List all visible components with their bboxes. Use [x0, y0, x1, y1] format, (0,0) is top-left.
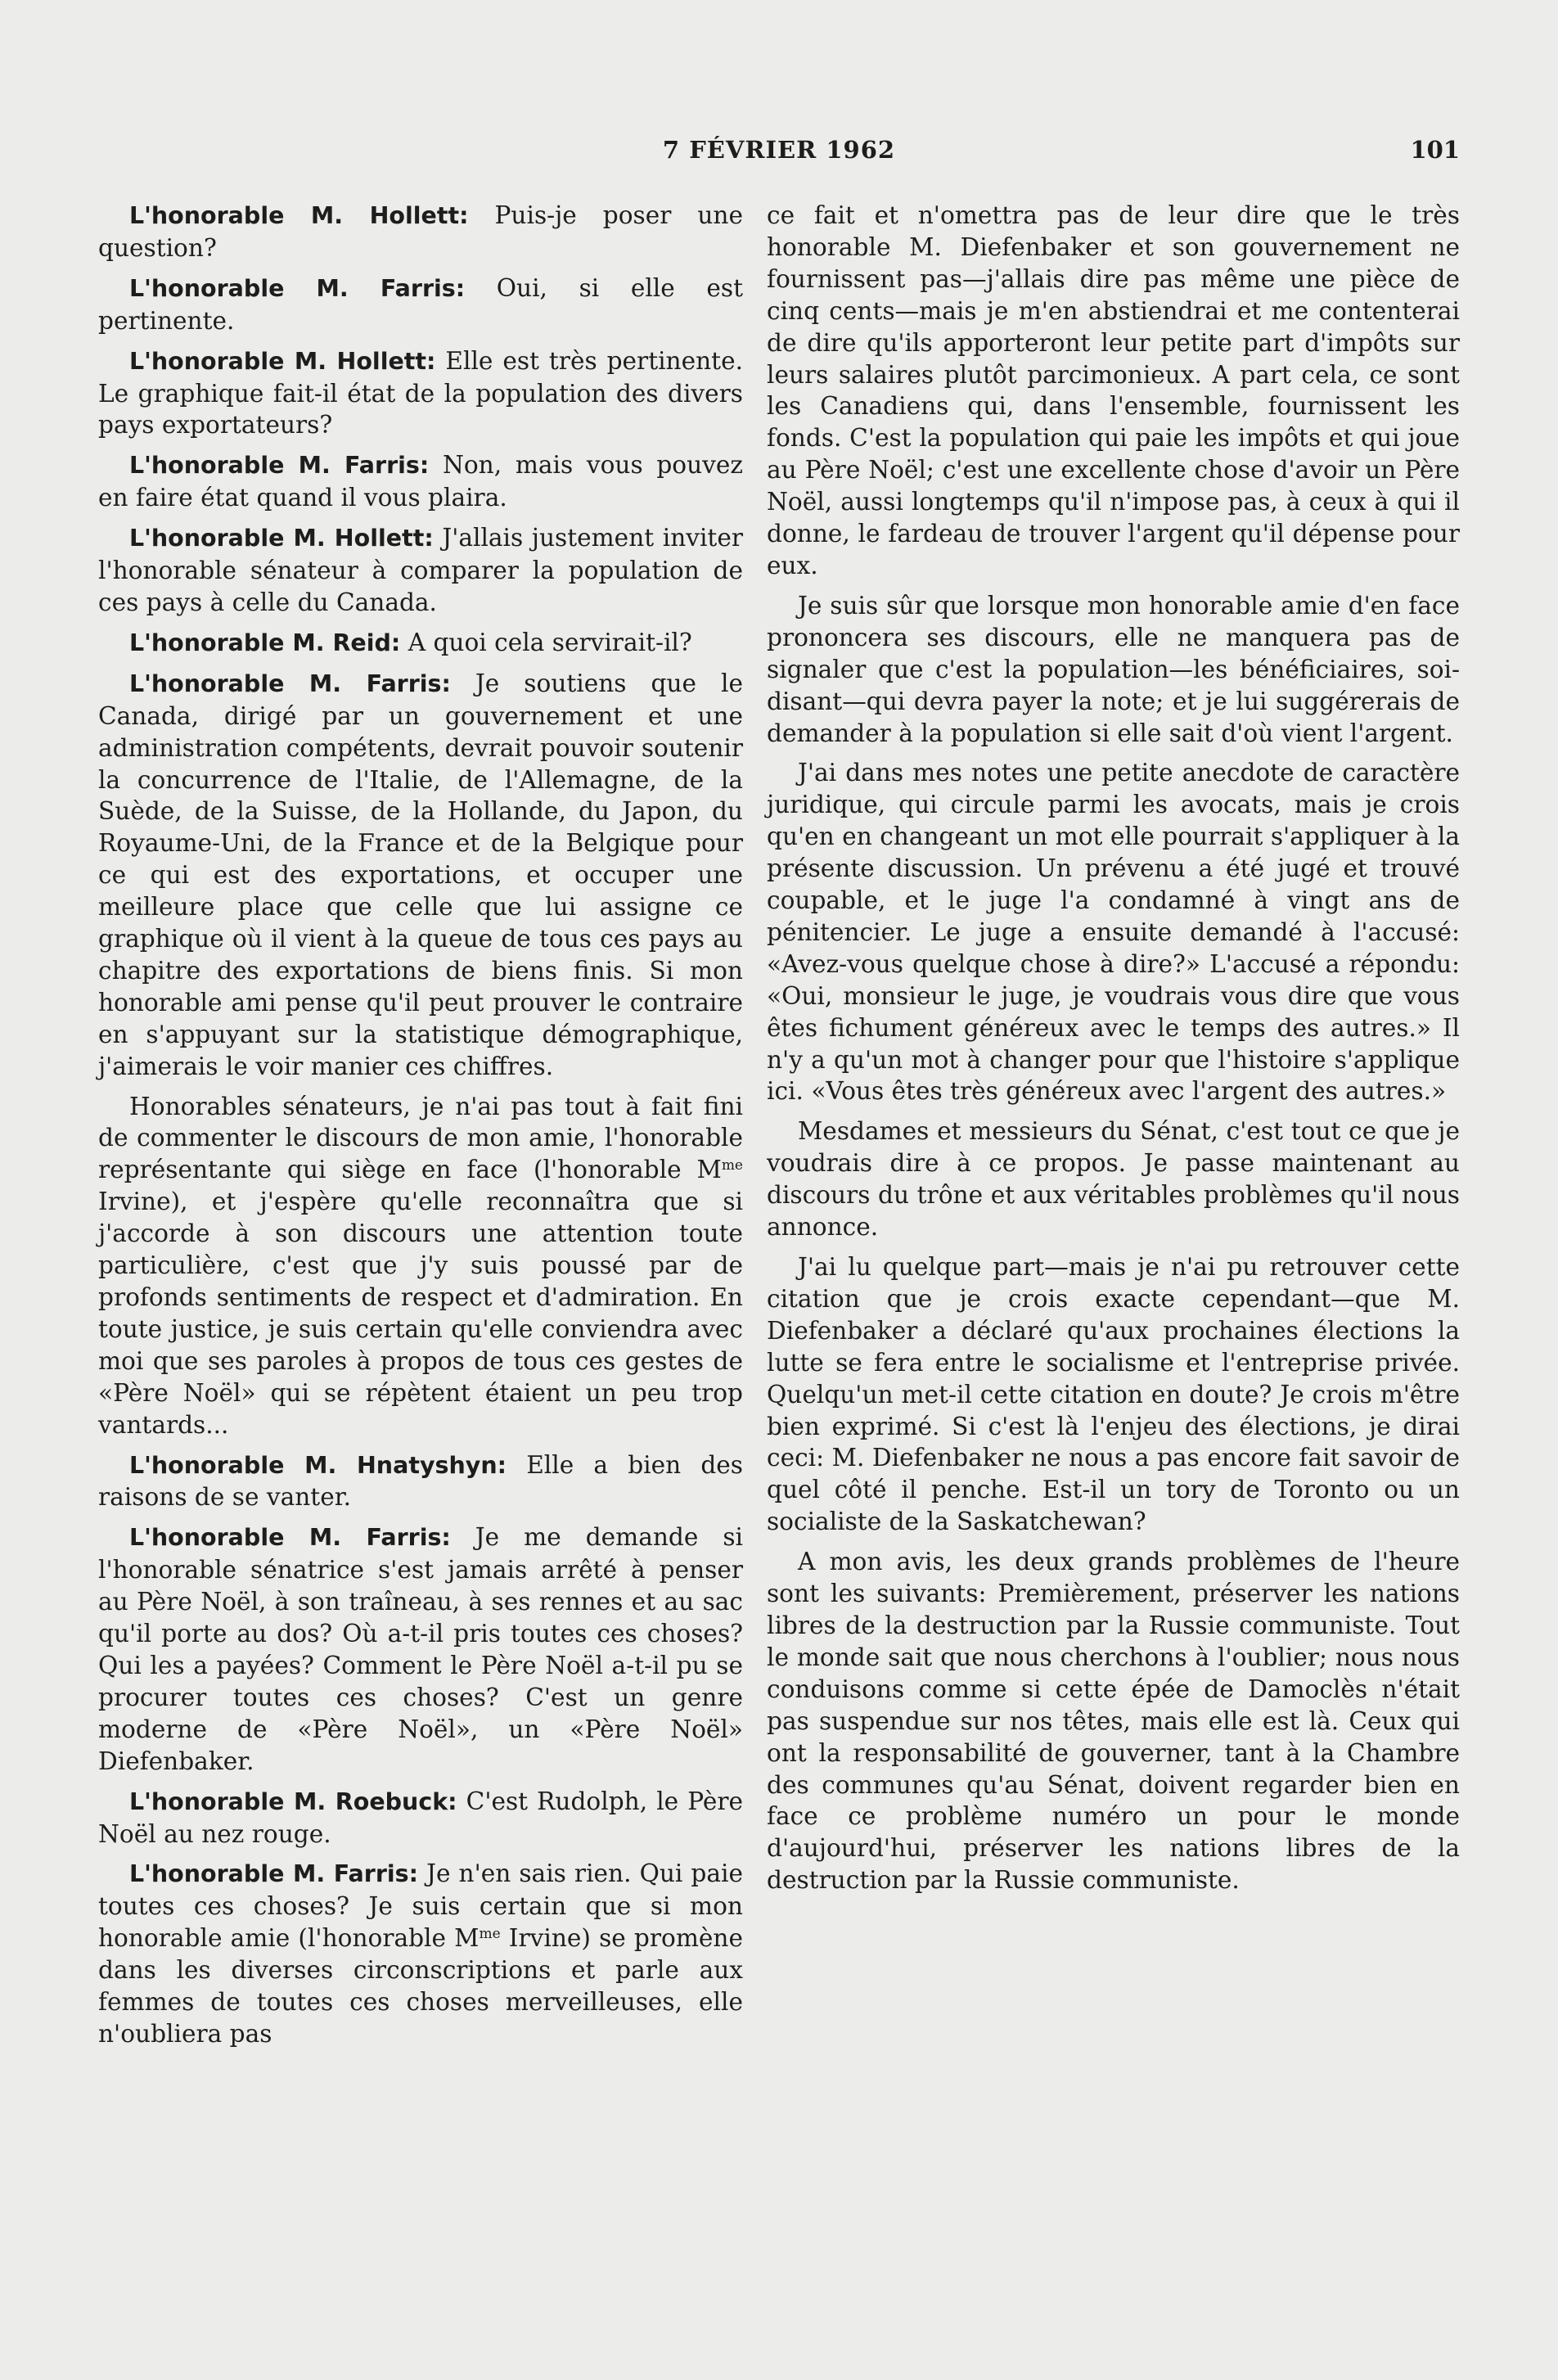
superscript: me — [721, 1157, 743, 1174]
speaker-name: L'honorable M. Hollett: — [129, 525, 434, 552]
speaker-name: L'honorable M. Farris: — [129, 669, 451, 697]
speech-text: Puis-je poser une question? — [98, 201, 744, 262]
paragraph: ce fait et n'omettra pas de leur dire que le très honorable M. Diefenbaker et son gouvernement ne fournissent pas—j'allais dire pas même une pièce de cinq cents—mais je m'en abstiendrai et me contenterai de dire qu'ils apporteront leur petite part d'impôts sur leurs salaires plutôt parcimonieux. A part cela, ce sont les Canadiens qui, dans l'ensemble, fournissent les fonds. C'est la population qui paie les impôts et qui joue au Père Noël; c'est une excellente chose d'avoir un Père Noël, aussi longtemps qu'il n'impose pas, à ceux à qui il donne, le fardeau de trouver l'argent qu'il dépense pour eux. — [767, 201, 1460, 579]
speaker-name: L'honorable M. Farris: — [129, 452, 430, 480]
paragraph — [98, 1786, 743, 1850]
speaker-name: L'honorable M. Reid: — [129, 629, 401, 656]
speech-text: Irvine), et j'espère qu'elle reconnaîtra que si j'accorde à son discours une attention toute particulière, c'est que j'y suis poussé par de profonds sentiments de respect et d'admiration. En toute justice, je suis certain qu'elle conviendra avec moi que ses paroles à propos de tous ces gestes de «Père Noël» qui se répètent étaient un peu trop vantards... — [98, 1188, 743, 1439]
speaker-name: L'honorable M. Farris: — [129, 274, 466, 302]
speech-text: J'allais justement inviter l'honorable sénateur à comparer la population de ces pays à celle du Canada. — [98, 524, 743, 616]
paragraph — [98, 449, 743, 514]
speaker-name: L'honorable M. Hollett: — [129, 347, 436, 375]
paragraph — [98, 668, 743, 1083]
speech-text: Honorables sénateurs, je n'ai pas tout à fait fini de commenter le discours de mon amie, l'honorable représentante qui siège en face (l'honorable M — [98, 1092, 743, 1184]
paragraph: J'ai dans mes notes une petite anecdote de caractère juridique, qui circule parmi les avocats, mais je crois qu'en en changeant un mot elle pourrait s'appliquer à la présente discussion. Un prévenu a été jugé et trouvé coupable, et le juge l'a condamné à vingt ans de pénitencier. Le juge a ensuite demandé à l'accusé: «Avez-vous quelque chose à dire?» L'accusé a répondu: «Oui, monsieur le juge, je voudrais vous dire que vous êtes fichument généreux avec le temps des autres.» Il n'y a qu'un mot à changer pour que l'histoire s'applique ici. «Vous êtes très généreux avec l'argent des autres.» — [767, 759, 1460, 1106]
paragraph — [98, 1858, 743, 2049]
speaker-name: L'honorable M. Farris: — [129, 1860, 419, 1888]
speech-text: Elle a bien des raisons de se vanter. — [98, 1450, 743, 1512]
speech-text: Non, mais vous pouvez en faire état quand il vous plaira. — [98, 451, 743, 512]
speech-text: Oui, si elle est pertinente. — [98, 273, 743, 335]
paragraph — [98, 627, 743, 660]
speech-text: Je me demande si l'honorable sénatrice s'est jamais arrêté à penser au Père Noël, à son traîneau, à ses rennes et au sac qu'il porte au dos? Où a-t-il pris toutes ces choses? Qui les a payées? Comment le Père Noël a-t-il pu se procurer toutes ces choses? C'est un genre moderne de «Père Noël», un «Père Noël» Diefenbaker. — [98, 1523, 743, 1775]
speaker-name: L'honorable M. Roebuck: — [129, 1787, 457, 1815]
page-number: 101 — [1410, 136, 1460, 164]
speech-text: Je n'en sais rien. Qui paie toutes ces choses? Je suis certain que si mon honorable amie (l'honorable M — [98, 1859, 743, 1953]
speaker-name: L'honorable M. Hnatyshyn: — [129, 1451, 507, 1479]
speech-text: C'est Rudolph, le Père Noël au nez rouge. — [98, 1787, 744, 1848]
page-header — [98, 136, 1460, 175]
paragraph — [98, 200, 743, 264]
speech-text: Irvine) se promène dans les diverses circonscriptions et parle aux femmes de toutes ces choses merveilleuses, elle n'oubliera pas — [98, 1924, 743, 2048]
paragraph: Je suis sûr que lorsque mon honorable amie d'en face prononcera ses discours, elle ne manquera pas de signaler que c'est la population—les bénéficiaires, soi-disant—qui devra payer la note; et je lui suggérerais de demander à la population si elle sait d'où vient l'argent. — [767, 591, 1460, 747]
left-column — [98, 200, 743, 2058]
paragraph — [98, 345, 743, 442]
header-date: 7 FÉVRIER 1962 — [662, 136, 896, 164]
speech-text: Je soutiens que le Canada, dirigé par un gouvernement et une administration compétents, devrait pouvoir soutenir la concurrence de l'Italie, de l'Allemagne, de la Suède, de la Suisse, de la Hollande, du Japon, du Royaume-Uni, de la France et de la Belgique pour ce qui est des exportations, et occuper une meilleure place que celle que lui assigne ce graphique où il vient à la queue de tous ces pays au chapitre des exportations de biens finis. Si mon honorable ami pense qu'il peut prouver le contraire en s'appuyant sur la statistique démographique, j'aimerais le voir manier ces chiffres. — [98, 669, 743, 1080]
paragraph: Mesdames et messieurs du Sénat, c'est tout ce que je voudrais dire à ce propos. Je passe maintenant au discours du trône et aux véritables problèmes qu'il nous annonce. — [767, 1117, 1460, 1242]
paragraph — [98, 1449, 743, 1514]
paragraph: A mon avis, les deux grands problèmes de l'heure sont les suivants: Premièrement, préserver les nations libres de la destruction par la Russie communiste. Tout le monde sait que nous cherchons à l'oublier; nous nous conduisons comme si cette épée de Damoclès n'était pas suspendue sur nos têtes, mais elle est là. Ceux qui ont la responsabilité de gouverner, tant à la Chambre des communes qu'au Sénat, doivent regarder bien en face ce problème numéro un pour le monde d'aujourd'hui, préserver les nations libres de la destruction par la Russie communiste. — [767, 1548, 1460, 1895]
text-columns — [98, 200, 1460, 2188]
right-column — [767, 200, 1460, 1904]
speech-text: Elle est très pertinente. Le graphique fait-il état de la population des divers pays exportateurs? — [98, 346, 743, 439]
superscript: me — [479, 1926, 501, 1943]
speech-text: A quoi cela servirait-il? — [400, 628, 692, 656]
paragraph — [98, 1091, 743, 1441]
paragraph — [98, 522, 743, 619]
paragraph: J'ai lu quelque part—mais je n'ai pu retrouver cette citation que je crois exacte cependant—que M. Diefenbaker a déclaré qu'aux prochaines élections la lutte se fera entre le socialisme et l'entreprise privée. Quelqu'un met-il cette citation en doute? Je crois m'être bien exprimé. Si c'est là l'enjeu des élections, je dirai ceci: M. Diefenbaker ne nous a pas encore fait savoir de quel côté il penche. Est-il un tory de Toronto ou un socialiste de la Saskatchewan? — [767, 1253, 1460, 1536]
speaker-name: L'honorable M. Farris: — [129, 1524, 451, 1552]
paragraph — [98, 273, 743, 337]
speaker-name: L'honorable M. Hollett: — [129, 202, 469, 229]
paragraph — [98, 1521, 743, 1777]
